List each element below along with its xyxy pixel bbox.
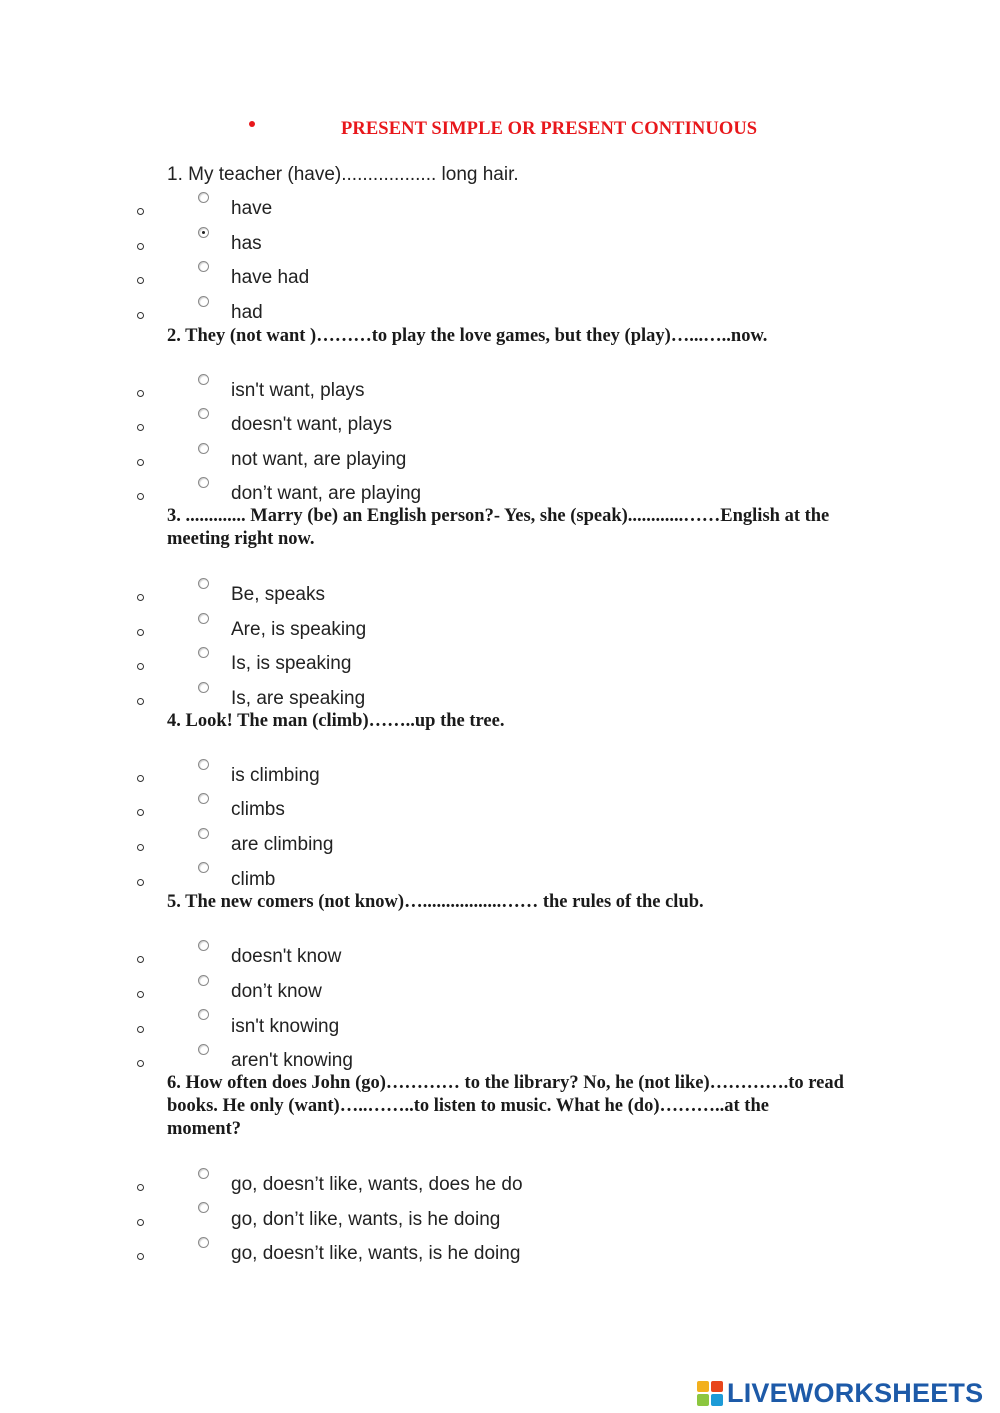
list-bullet	[137, 424, 144, 431]
list-bullet	[137, 208, 144, 215]
list-bullet	[137, 594, 144, 601]
option-label[interactable]: Be, speaks	[231, 584, 325, 605]
list-bullet	[137, 277, 144, 284]
radio-q3-option-4[interactable]	[198, 682, 209, 693]
list-bullet	[137, 629, 144, 636]
list-bullet	[137, 956, 144, 963]
question-6-line-1: 6. How often does John (go)………… to the library? No, he (not like)………….to read	[167, 1073, 844, 1093]
list-bullet	[137, 775, 144, 782]
option-label[interactable]: has	[231, 233, 262, 254]
question-5: 5. The new comers (not know)….................…… the rules of the club.	[167, 892, 704, 912]
option-label[interactable]: isn't knowing	[231, 1016, 340, 1037]
option-label[interactable]: aren't knowing	[231, 1050, 353, 1071]
option-label[interactable]: are climbing	[231, 834, 334, 855]
radio-q2-option-4[interactable]	[198, 477, 209, 488]
question-3	[167, 505, 912, 551]
question-4: 4. Look! The man (climb)……..up the tree.	[167, 711, 505, 731]
list-bullet	[137, 809, 144, 816]
list-bullet	[137, 243, 144, 250]
liveworksheets-logo-icon	[697, 1381, 723, 1406]
list-bullet	[137, 698, 144, 705]
radio-q6-option-2[interactable]	[198, 1202, 209, 1213]
radio-q1-option-1[interactable]	[198, 192, 209, 203]
question-6-line-3: moment?	[167, 1119, 241, 1139]
radio-q4-option-2[interactable]	[198, 793, 209, 804]
radio-q5-option-1[interactable]	[198, 940, 209, 951]
radio-q4-option-4[interactable]	[198, 862, 209, 873]
liveworksheets-logo[interactable]	[697, 1377, 983, 1409]
list-bullet	[137, 1253, 144, 1260]
list-bullet	[137, 991, 144, 998]
list-bullet	[137, 1026, 144, 1033]
option-label[interactable]: have had	[231, 267, 310, 288]
radio-q5-option-3[interactable]	[198, 1009, 209, 1020]
question-6	[167, 1072, 912, 1141]
list-bullet	[137, 663, 144, 670]
logo-text: LIVEWORKSHEETS	[727, 1377, 984, 1408]
question-3-line-1: 3. ............. Marry (be) an English person?- Yes, she (speak)............……English at the	[167, 506, 830, 526]
option-label[interactable]: climb	[231, 869, 276, 890]
radio-q4-option-1[interactable]	[198, 759, 209, 770]
radio-q2-option-2[interactable]	[198, 408, 209, 419]
radio-q5-option-2[interactable]	[198, 975, 209, 986]
option-label[interactable]: Are, is speaking	[231, 619, 367, 640]
option-label[interactable]: go, don’t like, wants, is he doing	[231, 1209, 501, 1230]
radio-q1-option-2-selected[interactable]	[198, 227, 209, 238]
question-3-line-2: meeting right now.	[167, 529, 315, 549]
option-label[interactable]: Is, are speaking	[231, 688, 366, 709]
radio-q6-option-1[interactable]	[198, 1168, 209, 1179]
option-label[interactable]: go, doesn’t like, wants, does he do	[231, 1174, 523, 1195]
radio-q1-option-4[interactable]	[198, 296, 209, 307]
radio-q3-option-3[interactable]	[198, 647, 209, 658]
list-bullet	[137, 493, 144, 500]
list-bullet	[137, 459, 144, 466]
list-bullet	[137, 844, 144, 851]
option-label[interactable]: not want, are playing	[231, 449, 407, 470]
radio-q2-option-1[interactable]	[198, 374, 209, 385]
radio-q3-option-2[interactable]	[198, 613, 209, 624]
question-1: 1. My teacher (have).................. long hair.	[167, 164, 519, 185]
list-bullet	[137, 1060, 144, 1067]
option-label[interactable]: Is, is speaking	[231, 653, 352, 674]
page-title: PRESENT SIMPLE OR PRESENT CONTINUOUS	[341, 119, 758, 139]
list-bullet	[137, 390, 144, 397]
option-label[interactable]: climbs	[231, 799, 285, 820]
option-label[interactable]: doesn't know	[231, 946, 342, 967]
radio-q3-option-1[interactable]	[198, 578, 209, 589]
option-label[interactable]: isn't want, plays	[231, 380, 365, 401]
radio-q5-option-4[interactable]	[198, 1044, 209, 1055]
list-bullet	[137, 1184, 144, 1191]
option-label[interactable]: don’t know	[231, 981, 322, 1002]
list-bullet	[137, 879, 144, 886]
option-label[interactable]: have	[231, 198, 273, 219]
question-2: 2. They (not want )………to play the love games, but they (play)…...…..now.	[167, 326, 768, 346]
option-label[interactable]: is climbing	[231, 765, 320, 786]
title-bullet	[249, 121, 255, 127]
radio-q2-option-3[interactable]	[198, 443, 209, 454]
option-label[interactable]: go, doesn’t like, wants, is he doing	[231, 1243, 521, 1264]
radio-q1-option-3[interactable]	[198, 261, 209, 272]
option-label[interactable]: don’t want, are playing	[231, 483, 422, 504]
option-label[interactable]: had	[231, 302, 263, 323]
question-6-line-2: books. He only (want)…..……..to listen to music. What he (do)………..at the	[167, 1096, 769, 1116]
radio-q6-option-3[interactable]	[198, 1237, 209, 1248]
radio-q4-option-3[interactable]	[198, 828, 209, 839]
list-bullet	[137, 312, 144, 319]
option-label[interactable]: doesn't want, plays	[231, 414, 392, 435]
list-bullet	[137, 1219, 144, 1226]
